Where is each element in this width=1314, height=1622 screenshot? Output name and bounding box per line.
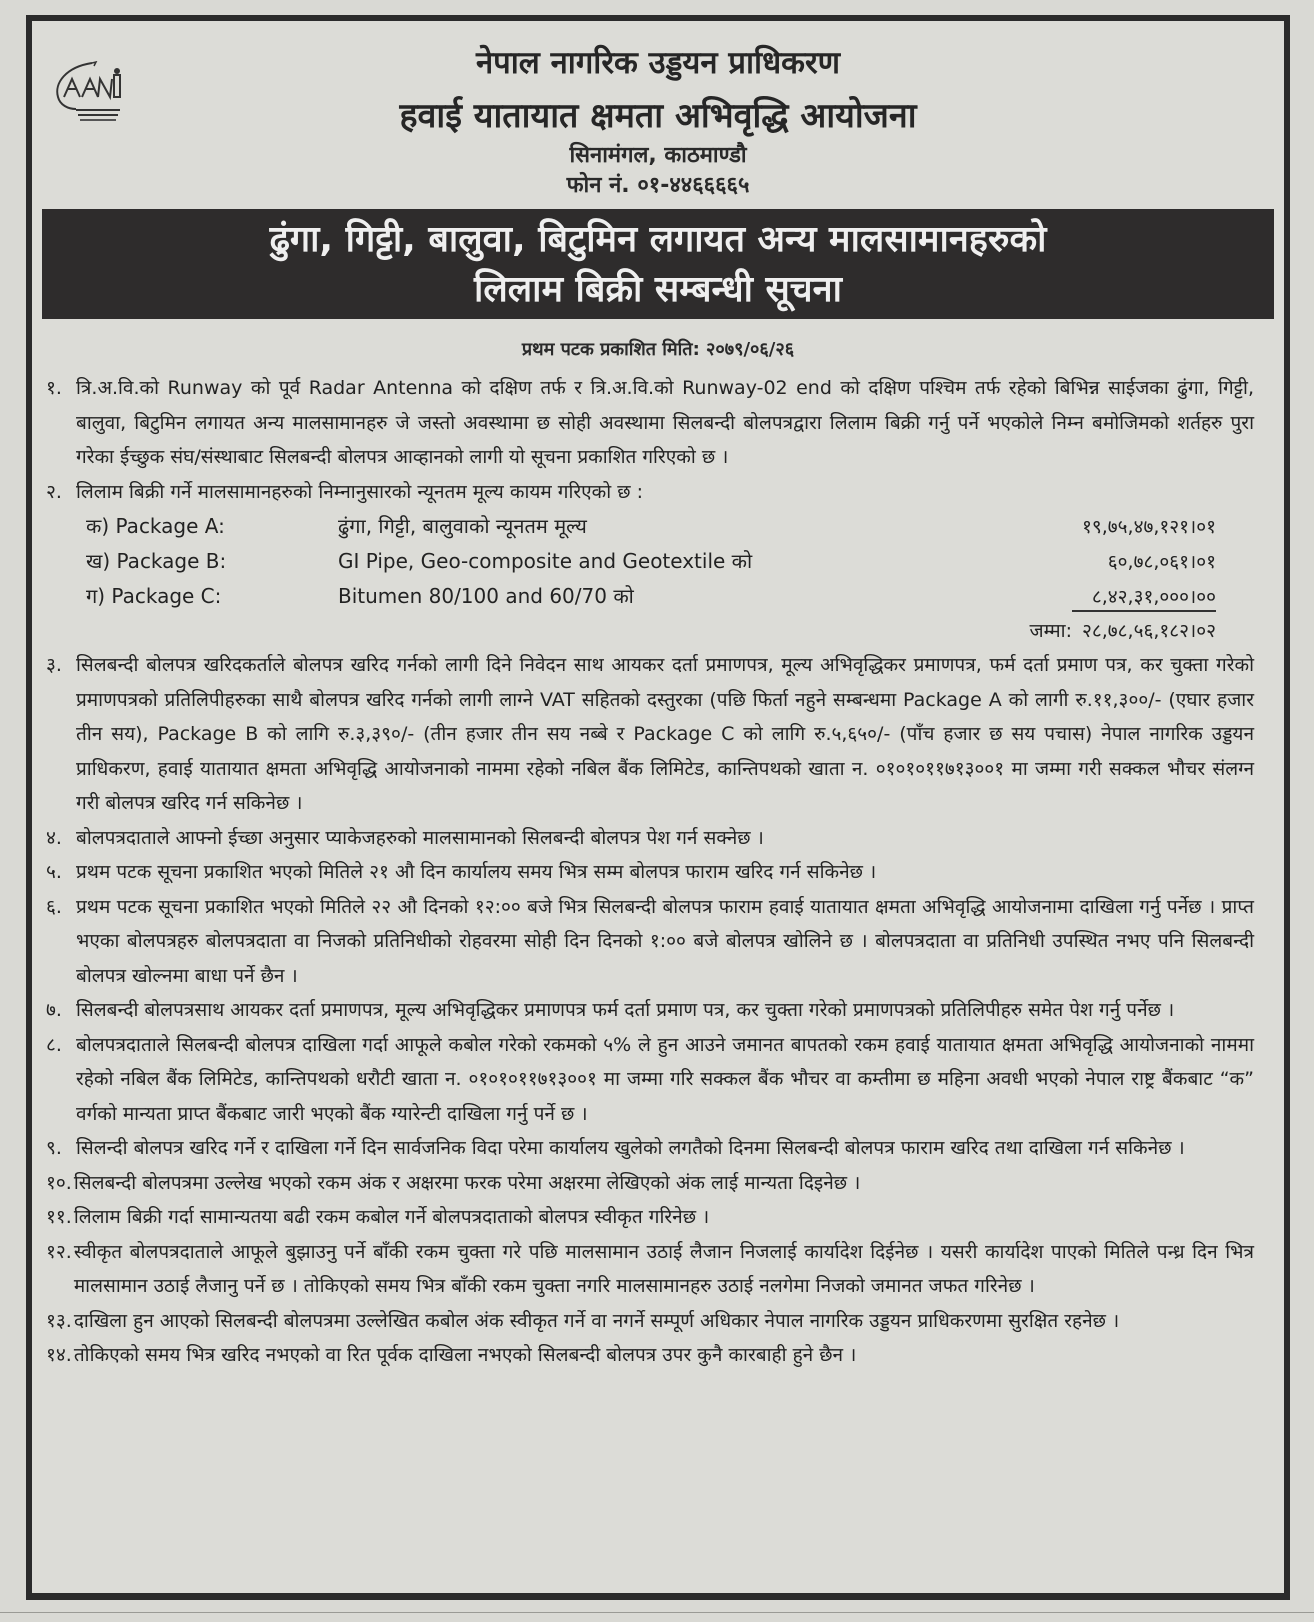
conditions-list (46, 371, 1254, 1373)
item-text: प्रथम पटक सूचना प्रकाशित भएको मितिले २२ औ दिनको १२:०० बजे भित्र सिलबन्दी बोलपत्र फाराम हवाई यातायात क्षमता अभिवृद्धि आयोजनामा दाखिला गर्नु पर्नेछ । प्राप्त भएका बोलपत्रहरु बोलपत्रदाता वा निजको प्रतिनिधीको रोहवरमा सोही दिन दिनको १:०० बजे बोलपत्र खोलिने छ । बोलपत्रदाता वा प्रतिनिधी उपस्थित नभए पनि सिलबन्दी बोलपत्र खोल्नमा बाधा पर्ने छैन । (76, 895, 1254, 987)
item-number: ७. (46, 999, 62, 1021)
list-item (46, 855, 1254, 890)
item-text: बोलपत्रदाताले आफ्नो ईच्छा अनुसार प्याकेजहरुको मालसामानको सिलबन्दी बोलपत्र पेश गर्न सक्नेछ । (76, 826, 764, 849)
list-item (46, 1304, 1254, 1339)
list-item (46, 890, 1254, 994)
total-amount: २८,७८,५६,१८२।०२ (1081, 620, 1216, 642)
package-amount (996, 580, 1254, 615)
list-item (46, 821, 1254, 856)
item-number: १२. (46, 1240, 72, 1263)
package-amount: ६०,७८,०६१।०१ (1107, 551, 1216, 573)
package-label: ख) Package B: (86, 549, 227, 573)
item-number: ६. (46, 895, 62, 918)
banner-title-line-2: लिलाम बिक्री सम्बन्धी सूचना (474, 269, 842, 310)
project-name: हवाई यातायात क्षमता अभिवृद्धि आयोजना (399, 96, 917, 136)
notice-header (32, 21, 1284, 199)
item-number: १३. (46, 1309, 72, 1332)
list-item (46, 1338, 1254, 1373)
item-number: ९. (46, 1137, 62, 1159)
list-item (46, 993, 1254, 1028)
total-row (86, 614, 1254, 648)
list-item (46, 1235, 1254, 1304)
item-number: २. (46, 480, 62, 503)
item-number: १४. (46, 1344, 72, 1366)
organization-name: नेपाल नागरिक उड्डयन प्राधिकरण (475, 45, 841, 81)
item-text: प्रथम पटक सूचना प्रकाशित भएको मितिले २१ औ दिन कार्यालय समय भित्र सम्म बोलपत्र फाराम खरिद गर्न सकिनेछ । (76, 861, 877, 883)
item-number: ५. (46, 861, 62, 883)
item-number: ११. (46, 1206, 72, 1228)
list-item (46, 475, 1254, 510)
item-number: ४. (46, 826, 62, 849)
auction-notice (26, 15, 1290, 1600)
package-row (86, 509, 1254, 544)
total-label: जम्मा: (1029, 620, 1072, 642)
item-text: सिलबन्दी बोलपत्रसाथ आयकर दर्ता प्रमाणपत्र, मूल्य अभिवृद्धिकर प्रमाणपत्र फर्म दर्ता प्रमाण पत्र, कर चुक्ता गरेको प्रमाणपत्रको प्रतिलिपीहरु समेत पेश गर्नु पर्नेछ । (76, 999, 1175, 1021)
package-description: ढुंगा, गिट्टी, बालुवाको न्यूनतम मूल्य (338, 514, 587, 538)
notice-title-banner (42, 209, 1274, 319)
item-text: सिलबन्दी बोलपत्रमा उल्लेख भएको रकम अंक र अक्षरमा फरक परेमा अक्षरमा लेखिएको अंक लाई मान्यता दिइनेछ । (73, 1171, 861, 1194)
list-item (46, 1200, 1254, 1235)
list-item (46, 371, 1254, 475)
item-text: लिलाम बिक्री गर्ने मालसामानहरुको निम्नानुसारको न्यूनतम मूल्य कायम गरिएको छ : (76, 480, 643, 503)
phone-number: फोन नं. ०१-४४६६६६५ (566, 173, 750, 198)
package-label: ग) Package C: (86, 584, 222, 608)
package-amount: १९,७५,४७,१२१।०१ (1081, 516, 1216, 538)
list-item (46, 1028, 1254, 1132)
package-label: क) Package A: (86, 514, 225, 538)
item-text: त्रि.अ.वि.को Runway को पूर्व Radar Antenna को दक्षिण तर्फ र त्रि.अ.वि.को Runway-02 end को दक्षिण पश्चिम तर्फ रहेको बिभिन्न साईजका ढुंगा, गिट्टी, बालुवा, बिटुमिन लगायत अन्य मालसामानहरु जे जस्तो अवस्थामा छ सोही अवस्थामा सिलबन्दी बोलपत्रद्वारा लिलाम बिक्री गर्नु पर्ने भएकोले निम्न बमोजिमको शर्तहरु पुरा गरेका ईच्छुक संघ/संस्थाबाट सिलबन्दी बोलपत्र आव्हानको लागी यो सूचना प्रकाशित गरिएको छ । (76, 377, 1254, 468)
item-text: दाखिला हुन आएको सिलबन्दी बोलपत्रमा उल्लेखित कबोल अंक स्वीकृत गर्ने वा नगर्ने सम्पूर्ण अधिकार नेपाल नागरिक उड्डयन प्राधिकरणमा सुरक्षित रहनेछ । (73, 1309, 1120, 1332)
item-number: १०. (46, 1171, 72, 1194)
list-item (46, 648, 1254, 821)
item-number: ८. (46, 1033, 62, 1056)
item-text: तोकिएको समय भित्र खरिद नभएको वा रित पूर्वक दाखिला नभएको सिलबन्दी बोलपत्र उपर कुनै कारबाही हुने छैन । (73, 1344, 857, 1366)
package-description: GI Pipe, Geo-composite and Geotextile को (338, 549, 753, 573)
publish-date: प्रथम पटक प्रकाशित मिति: २०७९/०६/२६ (521, 339, 795, 360)
package-row (86, 544, 1254, 579)
banner-title-line-1: ढुंगा, गिट्टी, बालुवा, बिटुमिन लगायत अन्य मालसामानहरुको (269, 219, 1047, 260)
package-row (86, 579, 1254, 614)
package-description: Bitumen 80/100 and 60/70 को (338, 584, 634, 608)
item-text: सिलबन्दी बोलपत्र खरिदकर्ताले बोलपत्र खरिद गर्नको लागी दिने निवेदन साथ आयकर दर्ता प्रमाणपत्र, मूल्य अभिवृद्धिकर प्रमाणपत्र, फर्म दर्ता प्रमाण पत्र, कर चुक्ता गरेको प्रमाणपत्रको प्रतिलिपीहरुका साथै बोलपत्र खरिद गर्नको लागी लाग्ने VAT सहितको दस्तुरका (पछि फिर्ता नहुने सम्बन्धमा Package A को लागी रु.११,३००/- (एघार हजार तीन सय), Package B को लागि रु.३,३९०/- (तीन हजार तीन सय नब्बे र Package C को लागि रु.५,६५०/- (पाँच हजार छ सय पचास) नेपाल नागरिक उड्डयन प्राधिकरण, हवाई यातायात क्षमता अभिवृद्धि आयोजनाको नाममा रहेको नबिल बैंक लिमिटेड, कान्तिपथको खाता न. ०१०१०११७१३००१ मा जम्मा गरी सक्कल भौचर संलग्न गरी बोलपत्र खरिद गर्न सकिनेछ । (76, 654, 1254, 814)
item-text: स्वीकृत बोलपत्रदाताले आफूले बुझाउनु पर्ने बाँकी रकम चुक्ता गरे पछि मालसामान उठाई लैजान निजलाई कार्यादेश दिईनेछ । यसरी कार्यादेश पाएको मितिले पन्ध्र दिन भित्र मालसामान उठाई लैजानु पर्ने छ । तोकिएको समय भित्र बाँकी रकम चुक्ता नगरि मालसामानहरु उठाई नलगेमा निजको जमानत जफत गरिनेछ । (73, 1240, 1254, 1297)
package-amount-value: ८,४२,३१,०००।०० (1072, 586, 1216, 612)
item-text: सिलन्दी बोलपत्र खरिद गर्ने र दाखिला गर्ने दिन सार्वजनिक विदा परेमा कार्यालय खुलेको लगतैको दिनमा सिलबन्दी बोलपत्र फाराम खरिद तथा दाखिला गर्न सकिनेछ । (76, 1137, 1185, 1159)
item-text: बोलपत्रदाताले सिलबन्दी बोलपत्र दाखिला गर्दा आफूले कबोल गरेको रकमको ५% ले हुन आउने जमानत बापतको रकम हवाई यातायात क्षमता अभिवृद्धि आयोजनाको नाममा रहेको नबिल बैंक लिमिटेड, कान्तिपथको धरौटी खाता न. ०१०१०११७१३००१ मा जम्मा गरि सक्कल बैंक भौचर वा कम्तीमा छ महिना अवधी भएको नेपाल राष्ट्र बैंकबाट “क” वर्गको मान्यता प्राप्त बैंकबाट जारी भएको बैंक ग्यारेन्टी दाखिला गर्नु पर्ने छ । (76, 1033, 1254, 1125)
address: सिनामंगल, काठमाण्डौ (569, 143, 747, 168)
page-divider (0, 1612, 1314, 1613)
package-price-table (86, 509, 1254, 648)
item-number: १. (46, 377, 62, 399)
list-item (46, 1131, 1254, 1166)
item-text: लिलाम बिक्री गर्दा सामान्यतया बढी रकम कबोल गर्ने बोलपत्रदाताको बोलपत्र स्वीकृत गरिनेछ । (73, 1206, 710, 1228)
list-item (46, 1166, 1254, 1201)
item-number: ३. (46, 654, 62, 676)
